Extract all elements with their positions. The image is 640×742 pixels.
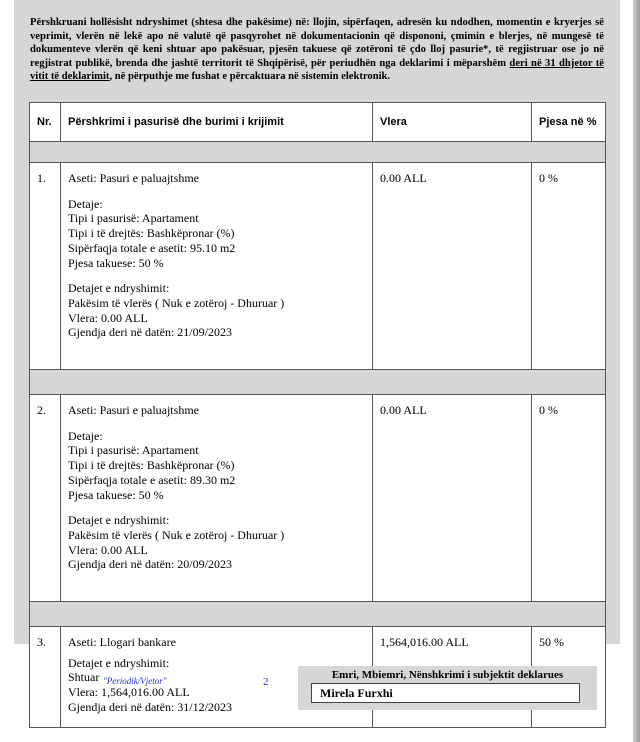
- detail-line: Pjesa takuese: 50 %: [68, 487, 164, 502]
- instructions-deadline: deri në 31 dhjetor të vitit të deklarimit: [30, 57, 604, 83]
- details-label: Detaje:: [68, 428, 103, 443]
- detail-line: Tipi i të drejtës: Bashkëpronar (%): [68, 458, 235, 473]
- change-label: Detajet e ndryshimit:: [68, 655, 170, 670]
- change-line: Gjendja deri në datën: 20/09/2023: [68, 557, 232, 572]
- row-share: 0 %: [532, 163, 606, 370]
- change-line: Vlera: 0.00 ALL: [68, 310, 148, 325]
- change-line: Pakësim të vlerës ( Nuk e zotëroj - Dhuruar ): [68, 295, 285, 310]
- row-description: [61, 163, 373, 370]
- page-edge: [633, 0, 640, 742]
- row-share: 0 %: [532, 395, 606, 602]
- asset-type: Aseti: Pasuri e paluajtshme: [68, 171, 199, 185]
- table-row: [30, 395, 606, 602]
- change-line: Pakësim të vlerës ( Nuk e zotëroj - Dhuruar ): [68, 527, 285, 542]
- page-number: 2: [263, 676, 269, 688]
- row-description: [61, 395, 373, 602]
- row-share: 50 %: [532, 627, 606, 728]
- header-share: Pjesa në %: [532, 103, 606, 142]
- asset-type: Aseti: Llogari bankare: [68, 635, 176, 649]
- spacer-row: [30, 370, 606, 395]
- signature-name-field: Mirela Furxhi: [311, 683, 580, 703]
- row-value: 1,564,016.00 ALL: [373, 627, 532, 728]
- change-label: Detajet e ndryshimit:: [68, 281, 170, 296]
- instructions-text: [30, 16, 604, 84]
- change-line: Vlera: 0.00 ALL: [68, 542, 148, 557]
- change-line: Gjendja deri në datën: 21/09/2023: [68, 325, 232, 340]
- table-row: [30, 163, 606, 370]
- table-header-row: [30, 103, 606, 142]
- row-value: 0.00 ALL: [373, 395, 532, 602]
- spacer-row: [30, 602, 606, 627]
- assets-table: [29, 102, 606, 728]
- detail-line: Tipi i të drejtës: Bashkëpronar (%): [68, 226, 235, 241]
- instructions-end: , në përputhje me fushat e përcaktuara në sistemin elektronik.: [109, 71, 391, 83]
- signature-box: [298, 666, 597, 710]
- detail-line: Sipërfaqja totale e asetit: 95.10 m2: [68, 240, 236, 255]
- change-line: Shtuar: [68, 670, 100, 685]
- asset-type: Aseti: Pasuri e paluajtshme: [68, 403, 199, 417]
- change-label: Detajet e ndryshimit:: [68, 513, 170, 528]
- header-nr: Nr.: [30, 103, 61, 142]
- row-nr: 3.: [30, 627, 61, 728]
- detail-line: Pjesa takuese: 50 %: [68, 255, 164, 270]
- spacer-row: [30, 142, 606, 163]
- row-nr: 1.: [30, 163, 61, 370]
- details-label: Detaje:: [68, 196, 103, 211]
- detail-line: Tipi i pasurisë: Apartament: [68, 443, 199, 458]
- instructions-main: Përshkruani hollësisht ndryshimet (shtesa dhe pakësime) në: llojin, sipërfaqen, adresën ku ndodhen, momentin e kryerjes së veprimit, vlerën në lekë apo në valutë që pasqyrohet në dokumentacionin që dispononi, çmimin e blerjes, në mungesë të dokumenteve vlerën që keni shtuar apo pakësuar, pjesën takuese që zotëroni të çdo lloj pasurie*, të regjistruar ose jo në regjistrat publikë, brenda dhe jashtë territorit të Shqipërisë, për periudhën nga deklarimi i mëparshëm: [30, 17, 604, 69]
- row-nr: 2.: [30, 395, 61, 602]
- period-label: "Periodik/Vjetor": [103, 676, 167, 686]
- detail-line: Tipi i pasurisë: Apartament: [68, 211, 199, 226]
- signature-title: Emri, Mbiemri, Nënshkrimi i subjektit deklarues: [331, 669, 564, 681]
- change-line: Vlera: 1,564,016.00 ALL: [68, 685, 190, 700]
- row-value: 0.00 ALL: [373, 163, 532, 370]
- detail-line: Sipërfaqja totale e asetit: 89.30 m2: [68, 472, 236, 487]
- header-description: Përshkrimi i pasurisë dhe burimi i krijimit: [61, 103, 373, 142]
- header-value: Vlera: [373, 103, 532, 142]
- change-line: Gjendja deri në datën: 31/12/2023: [68, 699, 232, 714]
